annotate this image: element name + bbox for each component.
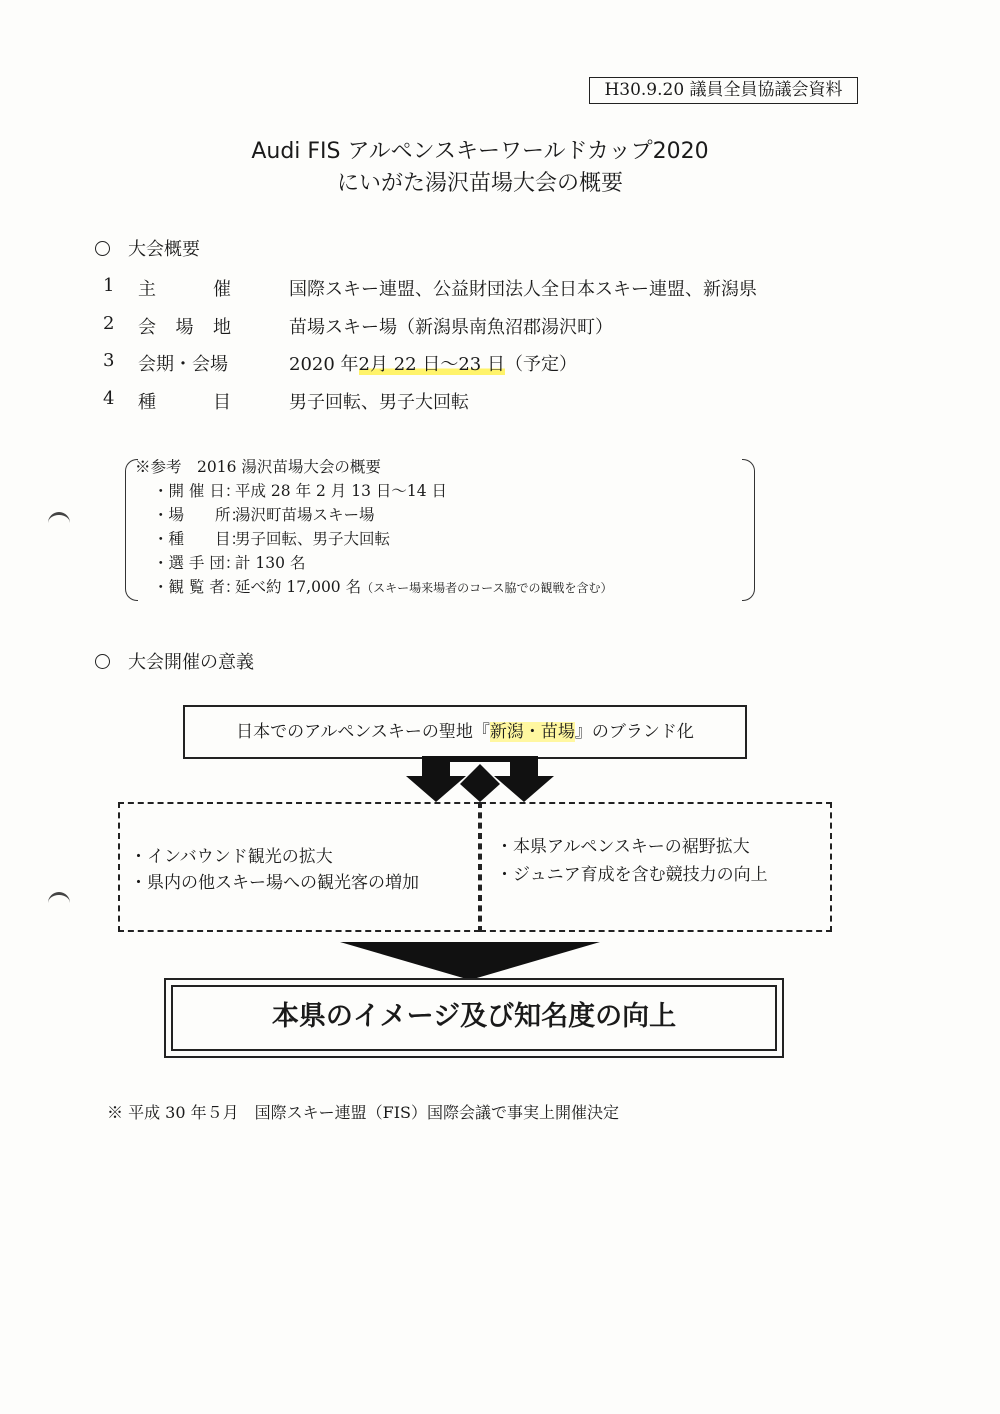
highlighted-dates: 2月 22 日～23 日 [358, 354, 505, 375]
benefit-item: ・県内の他スキー場への観光客の増加 [130, 873, 419, 893]
result-text: 本県のイメージ及び知名度の向上 [171, 985, 777, 1051]
punch-hole-mark [48, 512, 70, 529]
highlighted-brand: 新潟・苗場 [489, 722, 575, 742]
footnote: ※ 平成 30 年５月 国際スキー連盟（FIS）国際会議で事実上開催決定 [107, 1103, 620, 1122]
down-arrow-icon [340, 942, 600, 982]
reference-row: ・選 手 団：計 130 名 [153, 554, 306, 572]
punch-hole-mark [48, 892, 70, 909]
reference-box-2016 [125, 455, 755, 603]
split-arrows-icon [400, 756, 560, 804]
reference-row: ・場 所：湯沢町苗場スキー場 [153, 506, 375, 524]
brand-box: 日本でのアルペンスキーの聖地『新潟・苗場』のブランド化 [183, 705, 747, 759]
benefit-box-tourism [118, 802, 480, 932]
benefit-item: ・ジュニア育成を含む競技力の向上 [496, 865, 768, 885]
document-tag: H30.9.20 議員全員協議会資料 [589, 77, 858, 104]
reference-row: ・観 覧 者：延べ約 17,000 名（スキー場来場者のコース脇での観戦を含む） [153, 578, 613, 596]
document-title-line1: Audi FIS アルペンスキーワールドカップ2020 [251, 139, 709, 164]
circle-bullet-icon [95, 654, 110, 669]
section-heading-significance: 大会開催の意義 [95, 648, 254, 674]
document-title-line2: にいがた湯沢苗場大会の概要 [336, 171, 623, 196]
benefit-item: ・本県アルペンスキーの裾野拡大 [496, 837, 750, 857]
reference-heading: ※参考 2016 湯沢苗場大会の概要 [135, 458, 381, 476]
right-bracket [742, 459, 755, 601]
reference-row: ・開 催 日：平成 28 年 2 月 13 日～14 日 [153, 482, 448, 500]
benefit-item: ・インバウンド観光の拡大 [130, 847, 333, 867]
left-bracket [125, 459, 138, 601]
benefit-box-sport [480, 802, 832, 932]
section-heading-overview: 大会概要 [95, 235, 200, 261]
reference-row: ・種 目：男子回転、男子大回転 [153, 530, 391, 548]
result-box [164, 978, 784, 1058]
circle-bullet-icon [95, 241, 110, 256]
